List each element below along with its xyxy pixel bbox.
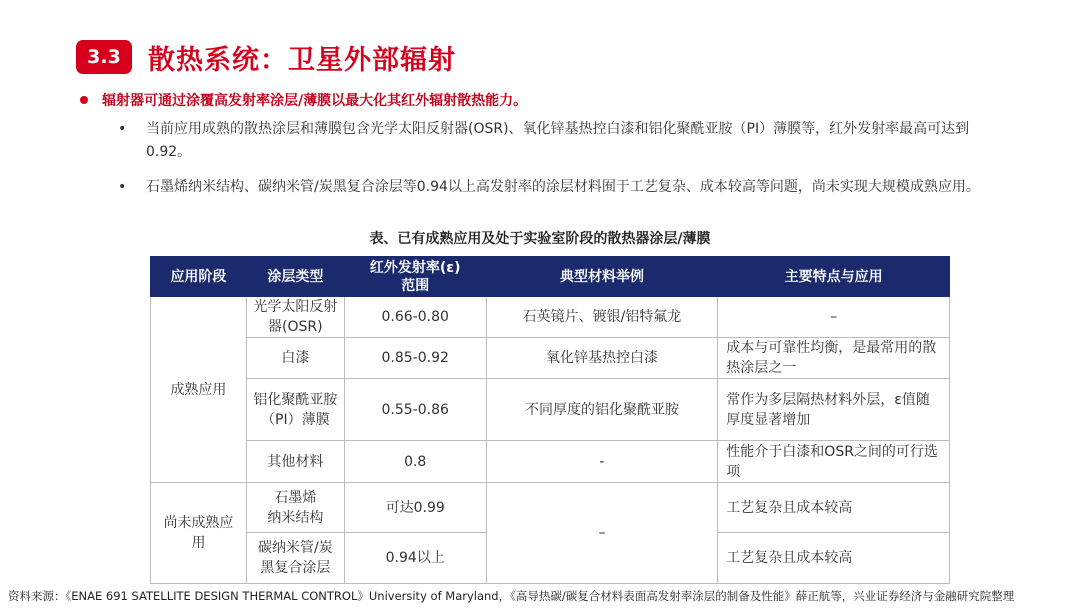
type-cell-text: 石墨烯 纳米结构 [267,489,324,526]
feature-cell: – [718,297,950,338]
main-bullet-text: 辐射器可通过涂覆高发射率涂层/薄膜以最大化其红外辐射散热能力。 [102,93,528,109]
red-bullet-icon [80,96,88,104]
main-bullet [80,90,1040,110]
header-range-text: 红外发射率(ε) 范围 [369,259,461,294]
slide-header [76,38,456,76]
range-cell: 0.66-0.80 [344,297,486,338]
table-header-row [151,257,950,297]
type-cell: 碳纳米管/炭黑复合涂层 [246,533,344,584]
material-cell: - [486,441,718,483]
feature-cell: 工艺复杂且成本较高 [718,483,950,533]
type-cell: 光学太阳反射器(OSR) [246,297,344,338]
table-row [151,483,950,533]
header-range [344,257,486,297]
coatings-table [150,256,950,584]
type-cell: 其他材料 [246,441,344,483]
header-feature: 主要特点与应用 [718,257,950,297]
sub-bullet-text: 石墨烯纳米结构、碳纳米管/炭黑复合涂层等0.94以上高发射率的涂层材料囿于工艺复杂、成本较高等问题，尚未实现大规模成熟应用。 [146,179,980,195]
sub-bullet-text: 当前应用成熟的散热涂层和薄膜包含光学太阳反射器(OSR)、氧化锌基热控白漆和铝化聚酰亚胺（PI）薄膜等，红外发射率最高可达到0.92。 [146,121,970,160]
table-caption: 表、已有成熟应用及处于实验室阶段的散热器涂层/薄膜 [369,231,711,247]
sub-bullet-1 [118,118,998,164]
section-number-badge: 3.3 [76,40,132,74]
bullet-dot-icon: • [118,179,127,195]
range-cell: 0.85-0.92 [344,338,486,379]
type-cell [246,483,344,533]
feature-cell: 常作为多层隔热材料外层，ε值随厚度显著增加 [718,379,950,441]
range-cell: 0.8 [344,441,486,483]
sub-bullet-2 [118,176,998,199]
type-cell: 铝化聚酰亚胺（PI）薄膜 [246,379,344,441]
stage-immature-cell: 尚未成熟应用 [151,483,247,584]
table-row [151,297,950,338]
material-cell: 石英镜片、镀银/铝特氟龙 [486,297,718,338]
material-cell: 氧化锌基热控白漆 [486,338,718,379]
table-row [151,379,950,441]
feature-cell: 成本与可靠性均衡，是最常用的散热涂层之一 [718,338,950,379]
table-row [151,441,950,483]
range-cell: 0.94以上 [344,533,486,584]
type-cell: 白漆 [246,338,344,379]
feature-cell: 工艺复杂且成本较高 [718,533,950,584]
range-cell: 0.55-0.86 [344,379,486,441]
slide-title: 散热系统：卫星外部辐射 [148,44,456,76]
material-cell: – [486,483,718,584]
source-note: 资料来源：《ENAE 691 SATELLITE DESIGN THERMAL CONTROL》University of Maryland，《高导热碳/碳复合材料表面高发射率涂层的制备及性能》薛正航等，兴业证券经济与金融研究院整理 [8,589,1015,603]
feature-cell: 性能介于白漆和OSR之间的可行选项 [718,441,950,483]
material-cell: 不同厚度的铝化聚酰亚胺 [486,379,718,441]
range-cell: 可达0.99 [344,483,486,533]
header-material: 典型材料举例 [486,257,718,297]
header-stage: 应用阶段 [151,257,247,297]
stage-mature-cell: 成熟应用 [151,297,247,483]
table-row [151,338,950,379]
header-type: 涂层类型 [246,257,344,297]
bullet-dot-icon: • [118,121,127,137]
